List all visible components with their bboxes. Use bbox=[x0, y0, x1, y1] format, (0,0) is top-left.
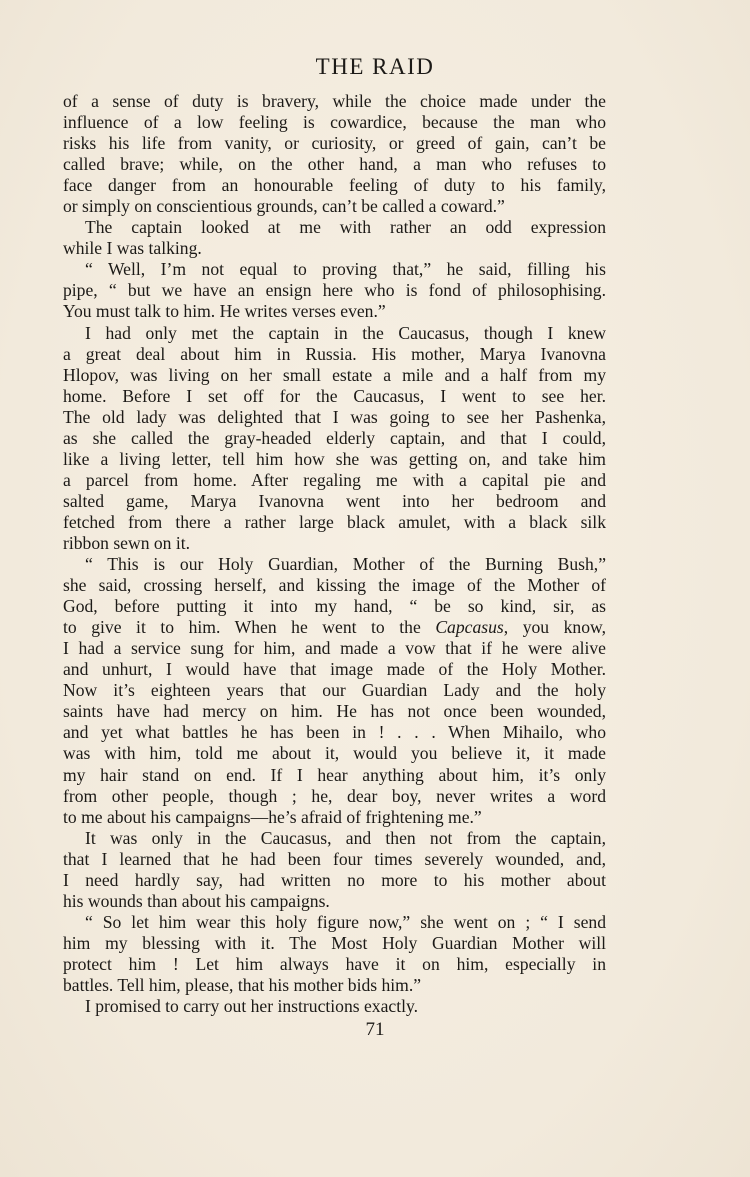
text-line: face danger from an honourable feeling of duty to his family, bbox=[63, 175, 606, 196]
text-line: Hlopov, was living on her small estate a mile and a half from my bbox=[63, 364, 606, 385]
text-line: as she called the gray-headed elderly captain, and that I could, bbox=[63, 427, 606, 448]
text-line: The old lady was delighted that I was going to see her Pashenka, bbox=[63, 406, 606, 427]
page-number: 71 bbox=[365, 1019, 385, 1040]
text-line: I had only met the captain in the Caucasus, though I knew bbox=[85, 322, 606, 343]
text-line: a parcel from home. After regaling me with a capital pie and bbox=[63, 469, 606, 490]
text-line: You must talk to him. He writes verses even.” bbox=[63, 301, 386, 322]
text-line: saints have had mercy on him. He has not once been wounded, bbox=[63, 701, 606, 722]
text-line: called brave; while, on the other hand, a man who refuses to bbox=[63, 154, 606, 175]
text-line: salted game, Marya Ivanovna went into her bedroom and bbox=[63, 490, 606, 511]
text-line: I promised to carry out her instructions exactly. bbox=[85, 996, 419, 1017]
text-line: like a living letter, tell him how she was getting on, and take him bbox=[63, 448, 606, 469]
text-line: of a sense of duty is bravery, while the choice made under the bbox=[63, 91, 606, 111]
text-line: The captain looked at me with rather an odd expression bbox=[85, 217, 606, 238]
text-line: while I was talking. bbox=[63, 238, 202, 259]
text-line: a great deal about him in Russia. His mother, Marya Ivanovna bbox=[63, 343, 606, 364]
text-line: his wounds than about his campaigns. bbox=[63, 890, 330, 911]
text-line: from other people, though ; he, dear boy, never writes a word bbox=[63, 785, 606, 806]
text-line: pipe, “ but we have an ensign here who is fond of philosophising. bbox=[63, 280, 606, 301]
text-line: to give it to him. When he went to the Capcasus, you know, bbox=[63, 617, 606, 638]
text-line: that I learned that he had been four times severely wounded, and, bbox=[63, 848, 606, 869]
text-line: risks his life from vanity, or curiosity, or greed of gain, can’t be bbox=[63, 133, 606, 154]
text-line: It was only in the Caucasus, and then not from the captain, bbox=[85, 827, 606, 848]
text-line: influence of a low feeling is cowardice, because the man who bbox=[63, 112, 606, 133]
text-line: and yet what battles he has been in ! . . . When Mihailo, who bbox=[63, 722, 606, 743]
text-line: or simply on conscientious grounds, can’t be called a coward.” bbox=[63, 196, 505, 217]
running-head: THE RAID bbox=[315, 54, 435, 79]
text-line: to me about his campaigns—he’s afraid of frightening me.” bbox=[63, 806, 482, 827]
text-line: battles. Tell him, please, that his mother bids him.” bbox=[63, 974, 422, 995]
text-line: was with him, told me about it, would you believe it, it made bbox=[63, 743, 606, 764]
text-line: home. Before I set off for the Caucasus, I went to see her. bbox=[63, 385, 606, 406]
body-text bbox=[63, 91, 606, 1017]
text-line: and unhurt, I would have that image made of the Holy Mother. bbox=[63, 659, 606, 680]
text-line: “ This is our Holy Guardian, Mother of the Burning Bush,” bbox=[85, 554, 606, 575]
text-line: “ Well, I’m not equal to proving that,” he said, filling his bbox=[85, 259, 606, 280]
text-line: “ So let him wear this holy figure now,” she went on ; “ I send bbox=[85, 911, 606, 932]
text-line: she said, crossing herself, and kissing the image of the Mother of bbox=[63, 575, 606, 596]
text-line: Now it’s eighteen years that our Guardian Lady and the holy bbox=[63, 680, 606, 701]
text-line: him my blessing with it. The Most Holy Guardian Mother will bbox=[63, 932, 606, 953]
text-line: protect him ! Let him always have it on him, especially in bbox=[63, 953, 606, 974]
text-line: ribbon sewn on it. bbox=[63, 532, 191, 553]
text-line: my hair stand on end. If I hear anything about him, it’s only bbox=[63, 764, 606, 785]
text-line: God, before putting it into my hand, “ be so kind, sir, as bbox=[63, 596, 606, 617]
text-line: I had a service sung for him, and made a vow that if he were alive bbox=[63, 638, 606, 659]
text-line: fetched from there a rather large black amulet, with a black silk bbox=[63, 511, 606, 532]
text-line: I need hardly say, had written no more to his mother about bbox=[63, 869, 606, 890]
